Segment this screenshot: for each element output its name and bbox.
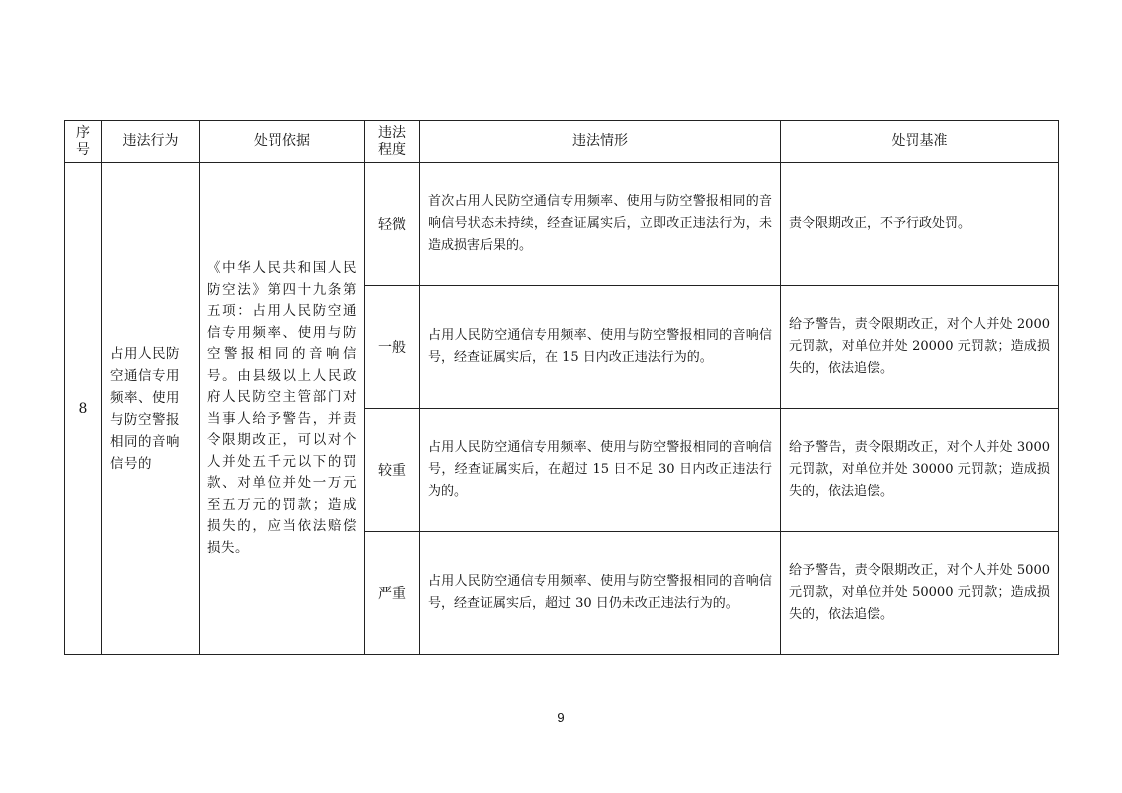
violation-act: 占用人民防空通信专用频率、使用与防空警报相同的音响信号的 bbox=[102, 163, 200, 655]
header-basis: 处罚依据 bbox=[200, 121, 365, 163]
header-standard: 处罚基准 bbox=[781, 121, 1059, 163]
degree-cell: 轻微 bbox=[365, 163, 420, 286]
degree-cell: 一般 bbox=[365, 286, 420, 409]
case-cell: 首次占用人民防空通信专用频率、使用与防空警报相同的音响信号状态未持续，经查证属实后，立即改正违法行为，未造成损害后果的。 bbox=[420, 163, 781, 286]
penalty-basis: 《中华人民共和国人民防空法》第四十九条第五项：占用人民防空通信专用频率、使用与防空警报相同的音响信号。由县级以上人民政府人民防空主管部门对当事人给予警告，并责令限期改正，可以对个人并处五千元以下的罚款、对单位并处一万元至五万元的罚款；造成损失的，应当依法赔偿损失。 bbox=[200, 163, 365, 655]
page-number: 9 bbox=[557, 710, 565, 725]
degree-cell: 较重 bbox=[365, 409, 420, 532]
table-row bbox=[65, 163, 1059, 286]
standard-cell: 给予警告，责令限期改正，对个人并处 3000 元罚款，对单位并处 30000 元罚款；造成损失的，依法追偿。 bbox=[781, 409, 1059, 532]
header-act: 违法行为 bbox=[102, 121, 200, 163]
case-cell: 占用人民防空通信专用频率、使用与防空警报相同的音响信号，经查证属实后，在超过 15 日不足 30 日内改正违法行为的。 bbox=[420, 409, 781, 532]
degree-cell: 严重 bbox=[365, 532, 420, 655]
header-case: 违法情形 bbox=[420, 121, 781, 163]
header-no-text: 序号 bbox=[76, 124, 90, 158]
item-number: 8 bbox=[65, 163, 102, 655]
penalty-standard-table bbox=[64, 120, 1059, 655]
standard-cell: 给予警告，责令限期改正，对个人并处 5000 元罚款，对单位并处 50000 元罚款；造成损失的，依法追偿。 bbox=[781, 532, 1059, 655]
case-cell: 占用人民防空通信专用频率、使用与防空警报相同的音响信号，经查证属实后，在 15 日内改正违法行为的。 bbox=[420, 286, 781, 409]
standard-cell: 责令限期改正，不予行政处罚。 bbox=[781, 163, 1059, 286]
header-degree-text: 违法程度 bbox=[378, 124, 406, 158]
header-degree bbox=[365, 121, 420, 163]
table-header-row bbox=[65, 121, 1059, 163]
standard-cell: 给予警告，责令限期改正，对个人并处 2000 元罚款，对单位并处 20000 元罚款；造成损失的，依法追偿。 bbox=[781, 286, 1059, 409]
case-cell: 占用人民防空通信专用频率、使用与防空警报相同的音响信号，经查证属实后，超过 30 日仍未改正违法行为的。 bbox=[420, 532, 781, 655]
header-no bbox=[65, 121, 102, 163]
